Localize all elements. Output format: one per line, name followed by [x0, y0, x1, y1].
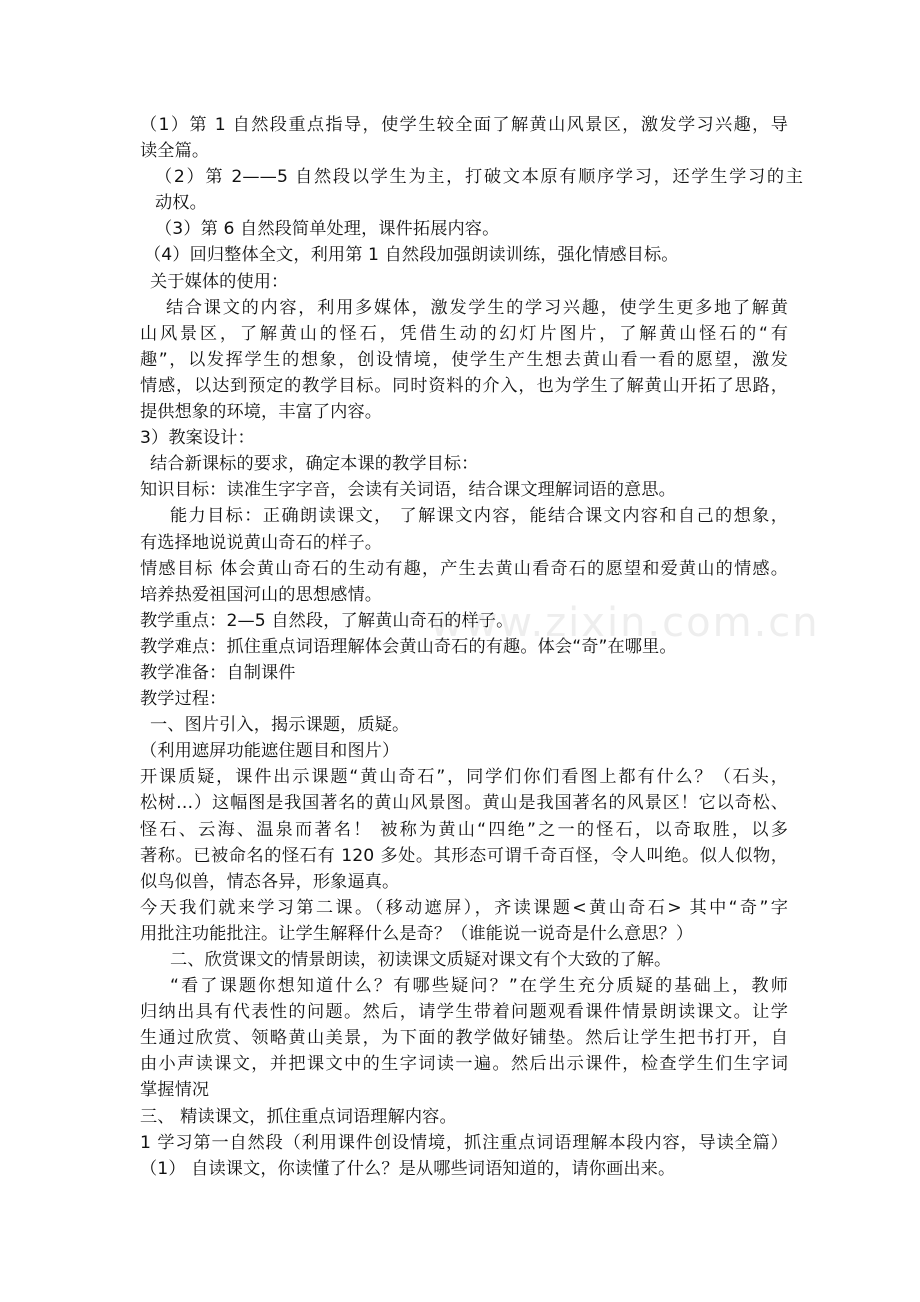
paragraph-line: 1 学习第一自然段（利用课件创设情境，抓注重点词语理解本段内容，导读全篇） — [140, 1132, 788, 1153]
paragraph-line: 情感目标 体会黄山奇石的生动有趣，产生去黄山看奇石的愿望和爱黄山的情感。 — [140, 558, 788, 579]
paragraph-line: 归纳出具有代表性的问题。然后，请学生带着问题观看课件情景朗读课文。让学 — [140, 1002, 788, 1023]
section-heading: 三、 精读课文，抓住重点词语理解内容。 — [140, 1106, 457, 1127]
paragraph-line: 今天我们就来学习第二课。（移动遮屏），齐读课题<黄山奇石> 其中“奇”字 — [140, 897, 788, 918]
paragraph-line: （3）第 6 自然段简单处理，课件拓展内容。 — [155, 219, 500, 240]
paragraph-line: 读全篇。 — [140, 141, 210, 162]
watermark: www.zixin.com.cn — [430, 600, 820, 646]
paragraph-line: （4）回归整体全文，利用第 1 自然段加强朗读训练，强化情感目标。 — [144, 245, 679, 266]
paragraph-line: 教学难点：抓住重点词语理解体会黄山奇石的有趣。体会“奇”在哪里。 — [140, 636, 677, 657]
paragraph-line: “看了课题你想知道什么？有哪些疑问？”在学生充分质疑的基础上，教师 — [170, 976, 788, 997]
section-heading: 3）教案设计： — [140, 428, 255, 449]
paragraph-line: （利用遮屏功能遮住题目和图片） — [140, 741, 400, 762]
paragraph-line: 教学过程： — [140, 689, 227, 710]
paragraph-line: 开课质疑，课件出示课题“黄山奇石”，同学们你们看图上都有什么？（石头， — [140, 767, 788, 788]
paragraph-line: 结合课文的内容，利用多媒体，激发学生的学习兴趣，使学生更多地了解黄 — [166, 297, 788, 318]
paragraph-line: 动权。 — [155, 193, 207, 214]
paragraph-line: 教学重点：2—5 自然段，了解黄山奇石的样子。 — [140, 610, 514, 631]
paragraph-line: 趣”，以发挥学生的想象，创设情境，使学生产生想去黄山看一看的愿望，激发 — [140, 349, 788, 370]
paragraph-line: 著称。已被命名的怪石有 120 多处。其形态可谓千奇百怪，令人叫绝。似人似物， — [140, 845, 788, 866]
paragraph-line: 松树…）这幅图是我国著名的黄山风景图。黄山是我国著名的风景区！它以奇松、 — [140, 793, 788, 814]
paragraph-line: （1）第 1 自然段重点指导，使学生较全面了解黄山风景区，激发学习兴趣，导 — [140, 115, 788, 135]
paragraph-line: 生通过欣赏、领略黄山美景，为下面的教学做好铺垫。然后让学生把书打开，自 — [140, 1028, 788, 1049]
paragraph-line: 提供想象的环境，丰富了内容。 — [140, 402, 383, 423]
section-heading: 一、图片引入，揭示课题，质疑。 — [150, 715, 410, 736]
paragraph-line: 教学准备：自制课件 — [140, 662, 296, 683]
paragraph-line: 关于媒体的使用： — [150, 271, 289, 292]
paragraph-line: 有选择地说说黄山奇石的样子。 — [140, 532, 383, 553]
paragraph-line: 能力目标：正确朗读课文， 了解课文内容，能结合课文内容和自己的想象， — [170, 506, 788, 527]
paragraph-line: （1） 自读课文，你读懂了什么？是从哪些词语知道的，请你画出来。 — [140, 1158, 676, 1179]
paragraph-line: 情感，以达到预定的教学目标。同时资料的介入，也为学生了解黄山开拓了思路， — [140, 375, 788, 396]
paragraph-line: （2）第 2——5 自然段以学生为主，打破文本原有顺序学习，还学生学习的主 — [155, 167, 803, 188]
section-heading: 二、欣赏课文的情景朗读，初读课文质疑对课文有个大致的了解。 — [170, 950, 672, 970]
paragraph-line: 山风景区，了解黄山的怪石，凭借生动的幻灯片图片，了解黄山怪石的“有 — [140, 323, 788, 344]
paragraph-line: 结合新课标的要求，确定本课的教学目标： — [150, 454, 479, 475]
document-body — [140, 112, 803, 1182]
paragraph-line: 掌握情况 — [140, 1080, 210, 1101]
paragraph-line: 用批注功能批注。让学生解释什么是奇？（谁能说一说奇是什么意思？） — [140, 923, 694, 944]
paragraph-line: 怪石、云海、温泉而著名！ 被称为黄山“四绝”之一的怪石，以奇取胜，以多 — [140, 819, 788, 840]
paragraph-line: 知识目标：读准生字字音，会读有关词语，结合课文理解词语的意思。 — [140, 480, 676, 501]
paragraph-line: 似鸟似兽，情态各异，形象逼真。 — [140, 871, 400, 892]
paragraph-line: 培养热爱祖国河山的思想感情。 — [140, 584, 383, 605]
paragraph-line: 由小声读课文，并把课文中的生字词读一遍。然后出示课件，检查学生们生字词 — [140, 1054, 788, 1075]
